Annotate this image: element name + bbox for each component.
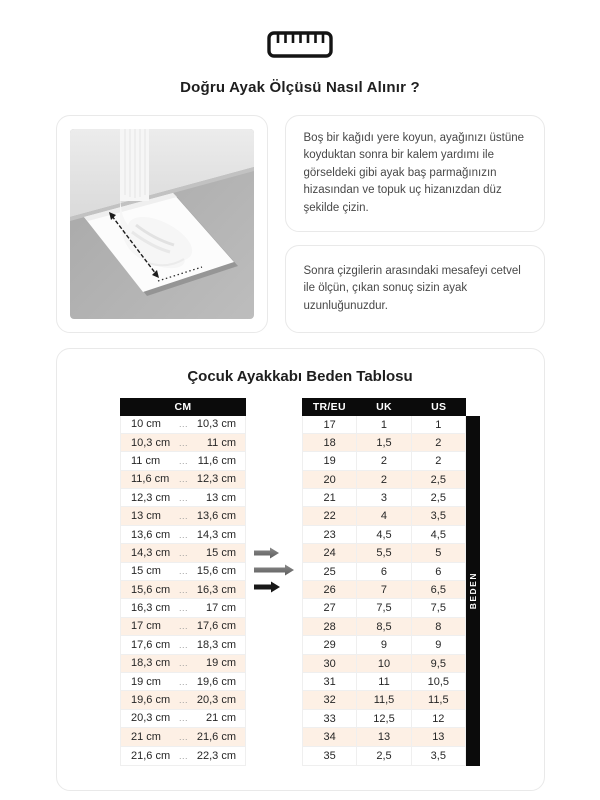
table-cell: 7 (356, 581, 410, 598)
table-row (121, 747, 245, 765)
table-cell: ... (178, 713, 188, 724)
table-row (121, 489, 245, 507)
table-cell: 15 cm (206, 546, 236, 559)
table-cell: 16,3 cm (131, 602, 171, 615)
table-cell: ... (178, 529, 188, 540)
size-table-header (302, 398, 466, 416)
table-cell: 11,5 (411, 691, 465, 708)
table-cell: 21,6 cm (131, 749, 171, 762)
table-cell: 19 cm (131, 675, 161, 688)
table-cell: 21 cm (131, 730, 161, 743)
table-row (121, 416, 245, 434)
table-cell: ... (178, 511, 188, 522)
table-cell: 24 (323, 547, 336, 560)
table-cell: ... (178, 695, 188, 706)
table-cell: 2 (356, 452, 410, 469)
table-cell: 3,5 (411, 747, 465, 765)
table-cell: 15 cm (131, 565, 161, 578)
table-row (303, 728, 465, 746)
table-cell: 19 (323, 455, 336, 468)
foot-measure-photo-card (56, 115, 268, 333)
table-cell: 20,3 cm (131, 712, 171, 725)
table-cell: 3,5 (411, 507, 465, 524)
table-cell: 13 cm (206, 491, 236, 504)
table-cell: 30 (323, 657, 336, 670)
table-cell: 13,6 cm (196, 510, 236, 523)
table-row (121, 471, 245, 489)
table-cell: 8,5 (356, 618, 410, 635)
table-cell: 8 (411, 618, 465, 635)
header-cell: CM (174, 400, 192, 413)
table-cell: 33 (323, 712, 336, 725)
howto-section (56, 115, 545, 333)
table-cell: 34 (323, 731, 336, 744)
table-row (121, 452, 245, 470)
table-row (121, 691, 245, 709)
table-cell: 1,5 (356, 434, 410, 451)
table-cell: 29 (323, 639, 336, 652)
table-cell: 11,6 cm (197, 454, 236, 467)
table-cell: 2,5 (411, 489, 465, 506)
table-cell: 17 (323, 418, 336, 431)
table-row (121, 544, 245, 562)
table-cell: 19 cm (206, 657, 236, 670)
table-row (303, 618, 465, 636)
table-cell: 26 (323, 584, 336, 597)
table-row (121, 563, 245, 581)
table-cell: 11 cm (131, 454, 161, 467)
table-cell: 12,5 (356, 710, 410, 727)
table-cell: ... (178, 566, 188, 577)
instruction-text: Sonra çizgilerin arasındaki mesafeyi cetvel ile ölçün, çıkan sonuç sizin ayak uzunluğunuzdur. (303, 264, 521, 312)
table-row (303, 599, 465, 617)
table-cell: 6 (411, 563, 465, 580)
table-cell: 4,5 (411, 526, 465, 543)
table-cell: 23 (323, 528, 336, 541)
table-row (303, 691, 465, 709)
table-cell: ... (178, 621, 188, 632)
table-cell: ... (178, 676, 188, 687)
table-cell: ... (178, 437, 188, 448)
table-cell: 3 (356, 489, 410, 506)
table-cell: 19,6 cm (131, 694, 171, 707)
table-cell: 10,3 cm (196, 418, 236, 431)
table-cell: ... (178, 658, 188, 669)
table-cell: 6 (356, 563, 410, 580)
table-cell: 22 (323, 510, 336, 523)
table-cell: 18,3 cm (196, 638, 236, 651)
cm-table-header (120, 398, 246, 416)
table-cell: 2 (356, 471, 410, 488)
table-cell: 16,3 cm (196, 583, 236, 596)
table-row (121, 434, 245, 452)
table-cell: 9 (356, 636, 410, 653)
table-row (303, 452, 465, 470)
size-table-body (302, 416, 466, 766)
table-cell: 15,6 cm (131, 583, 171, 596)
table-row (121, 636, 245, 654)
table-cell: 25 (323, 565, 336, 578)
table-cell: 9,5 (411, 655, 465, 672)
table-cell: 12,3 cm (196, 473, 236, 486)
table-cell: 28 (323, 620, 336, 633)
table-cell: ... (178, 750, 188, 761)
table-cell: 21 (323, 492, 336, 505)
table-row (303, 544, 465, 562)
instruction-card (285, 245, 545, 333)
size-table-card (56, 348, 545, 791)
header-cell: TR/EU (312, 400, 346, 413)
header-cell: UK (376, 400, 392, 413)
table-cell: 6,5 (411, 581, 465, 598)
table-cell: 21,6 cm (196, 730, 236, 743)
table-row (121, 599, 245, 617)
table-cell: 4,5 (356, 526, 410, 543)
table-cell: 21 cm (206, 712, 236, 725)
transfer-arrows (246, 398, 302, 766)
table-row (303, 563, 465, 581)
foot-measure-illustration (70, 129, 254, 319)
table-cell: 10,5 (411, 673, 465, 690)
table-cell: 13 cm (131, 510, 161, 523)
instruction-list (285, 115, 545, 333)
table-cell: 19,6 cm (196, 675, 236, 688)
table-row (303, 673, 465, 691)
table-row (121, 581, 245, 599)
table-cell: 1 (411, 416, 465, 433)
table-cell: 13 (356, 728, 410, 745)
table-cell: 31 (323, 675, 336, 688)
table-cell: ... (178, 584, 188, 595)
size-table (302, 398, 466, 766)
table-cell: 10 (356, 655, 410, 672)
table-row (303, 434, 465, 452)
table-cell: ... (178, 492, 188, 503)
table-cell: 17 cm (206, 602, 236, 615)
table-cell: 10 cm (131, 418, 161, 431)
table-cell: 7,5 (356, 599, 410, 616)
table-cell: 35 (323, 749, 336, 762)
table-row (303, 526, 465, 544)
beden-sidebar (466, 416, 480, 766)
table-cell: 2,5 (411, 471, 465, 488)
table-row (303, 747, 465, 765)
table-cell: 15,6 cm (196, 565, 236, 578)
table-cell: 14,3 cm (196, 528, 236, 541)
size-tables (57, 398, 544, 766)
table-row (303, 416, 465, 434)
table-row (121, 710, 245, 728)
table-cell: 7,5 (411, 599, 465, 616)
table-cell: 4 (356, 507, 410, 524)
table-cell: ... (178, 419, 188, 430)
cm-table (120, 398, 246, 766)
table-row (303, 507, 465, 525)
table-cell: 18 (323, 436, 336, 449)
table-cell: 10,3 cm (131, 436, 171, 449)
table-cell: 2 (411, 434, 465, 451)
table-row (121, 655, 245, 673)
table-cell: 27 (323, 602, 336, 615)
table-cell: 20,3 cm (196, 694, 236, 707)
table-cell: 11,5 (356, 691, 410, 708)
table-cell: 5,5 (356, 544, 410, 561)
table-cell: 14,3 cm (131, 546, 171, 559)
table-cell: 11 (356, 673, 410, 690)
table-row (121, 673, 245, 691)
table-row (121, 526, 245, 544)
table-cell: ... (178, 474, 188, 485)
cm-table-body (120, 416, 246, 766)
page-title: Doğru Ayak Ölçüsü Nasıl Alınır ? (180, 79, 420, 96)
table-row (121, 728, 245, 746)
table-cell: 11,6 cm (131, 473, 170, 486)
table-cell: 17,6 cm (196, 620, 236, 633)
table-row (303, 581, 465, 599)
instruction-card (285, 115, 545, 232)
table-cell: 12,3 cm (131, 491, 171, 504)
table-cell: 22,3 cm (196, 749, 236, 762)
table-cell: 5 (411, 544, 465, 561)
beden-label: BEDEN (468, 572, 478, 610)
table-cell: 2,5 (356, 747, 410, 765)
table-row (121, 507, 245, 525)
table-row (303, 471, 465, 489)
table-cell: 9 (411, 636, 465, 653)
table-row (303, 655, 465, 673)
table-cell: 17,6 cm (131, 638, 171, 651)
header-cell: US (431, 400, 447, 413)
ruler-icon (0, 0, 600, 63)
table-cell: 13,6 cm (131, 528, 171, 541)
size-table-title: Çocuk Ayakkabı Beden Tablosu (187, 368, 413, 385)
instruction-text: Boş bir kağıdı yere koyun, ayağınızı üstüne koyduktan sonra bir kalem yardımı ile görseldeki gibi ayak baş parmağınızın hizasından ve topuk uç hizanızdan düz şekilde çizin. (303, 132, 525, 214)
table-row (303, 636, 465, 654)
table-cell: 32 (323, 694, 336, 707)
table-cell: 13 (411, 728, 465, 745)
table-cell: 1 (356, 416, 410, 433)
table-cell: 2 (411, 452, 465, 469)
table-cell: 11 cm (206, 436, 236, 449)
table-cell: ... (178, 455, 188, 466)
table-cell: ... (178, 731, 188, 742)
table-row (303, 489, 465, 507)
table-cell: 12 (411, 710, 465, 727)
table-cell: ... (178, 547, 188, 558)
table-cell: 17 cm (131, 620, 161, 633)
table-cell: 20 (323, 473, 336, 486)
table-row (303, 710, 465, 728)
transfer-arrows-icon (250, 544, 298, 596)
table-cell: ... (178, 639, 188, 650)
table-cell: ... (178, 603, 188, 614)
table-row (121, 618, 245, 636)
table-cell: 18,3 cm (131, 657, 171, 670)
